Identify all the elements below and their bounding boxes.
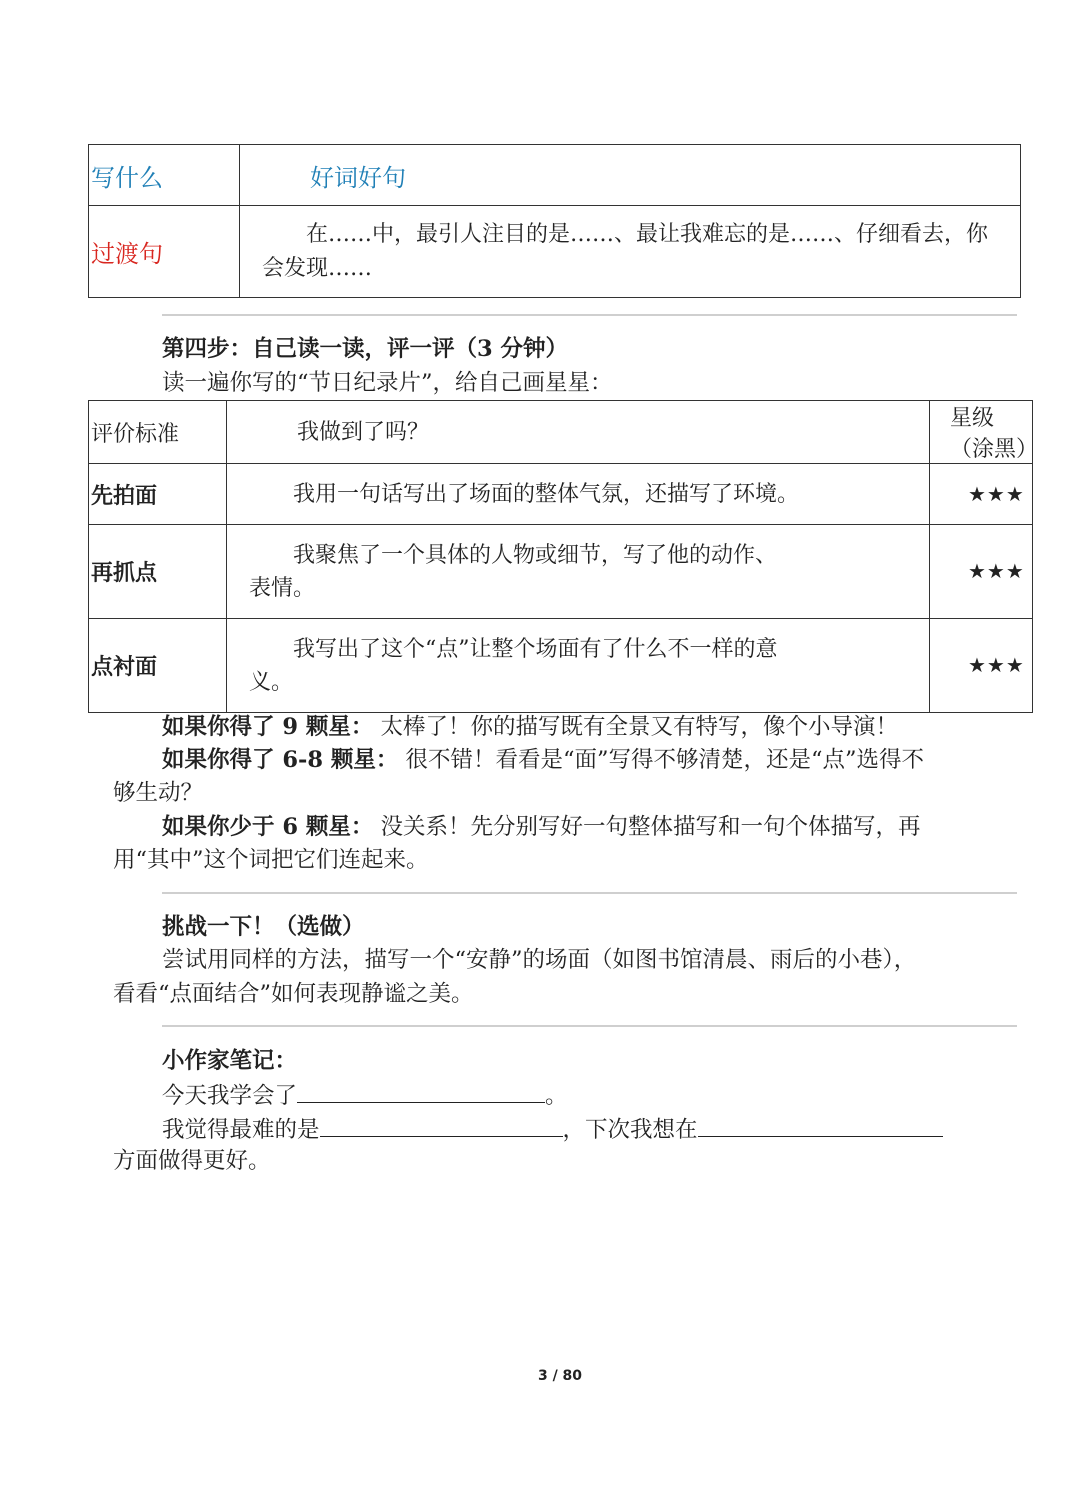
good-words-cell	[240, 145, 1021, 206]
description-line: 我聚焦了一个具体的人物或细节，写了他的动作、	[293, 542, 778, 568]
transition-content-cell	[240, 206, 1021, 298]
notes-line-3: 方面做得更好。	[113, 1148, 271, 1174]
result-6-8-text: 很不错！看看是“面”写得不够清楚，还是“点”选得不	[398, 747, 924, 773]
table-row	[89, 619, 1033, 713]
notes-title: 小作家笔记：	[162, 1048, 298, 1074]
result-6-8-stars	[162, 744, 924, 777]
header-stars: 星级（涂黑）	[930, 401, 1033, 464]
notes-period: 。	[545, 1083, 568, 1109]
transition-line-2: 会发现……	[262, 255, 373, 281]
description-line-2: 表情。	[249, 575, 316, 601]
description-line: 我用一句话写出了场面的整体气氛，还描写了环境。	[293, 481, 800, 507]
table-row	[89, 464, 1033, 525]
transition-label-cell	[89, 206, 240, 298]
header-criterion: 评价标准	[89, 401, 227, 464]
transition-label: 过渡句	[91, 240, 163, 268]
challenge-title: 挑战一下！（选做）	[162, 914, 365, 940]
result-under-6-stars	[162, 811, 920, 844]
description-cell	[227, 525, 930, 619]
step4-instruction: 读一遍你写的“节日纪录片”，给自己画星星：	[162, 370, 613, 396]
criterion-cell: 点衬面	[89, 619, 227, 713]
table-header-row	[89, 401, 1033, 464]
notes-learned-label: 今天我学会了	[162, 1083, 298, 1109]
top-table	[88, 144, 1021, 298]
challenge-line-1: 尝试用同样的方法，描写一个“安静”的场面（如图书馆清晨、雨后的小巷），	[162, 947, 917, 973]
criterion-cell: 先拍面	[89, 464, 227, 525]
result-under-6-text-2: 用“其中”这个词把它们连起来。	[113, 847, 429, 873]
description-cell	[227, 619, 930, 713]
good-words-text: 好词好句	[310, 163, 406, 192]
divider-2	[162, 892, 1017, 894]
star-icon-group[interactable]: ★★★	[968, 559, 1025, 583]
step4-title: 第四步：自己读一读，评一评（3 分钟）	[162, 336, 568, 362]
page-number: 3 / 80	[537, 1368, 583, 1384]
result-9-label: 如果你得了 9 颗星：	[162, 714, 374, 740]
notes-next-time-label: ，下次我想在	[562, 1117, 698, 1143]
header-did-i: 我做到了吗？	[227, 401, 930, 464]
star-icon-group[interactable]: ★★★	[968, 653, 1025, 677]
challenge-line-2: 看看“点面结合”如何表现静谧之美。	[113, 981, 474, 1007]
notes-line-2	[162, 1112, 943, 1147]
divider-1	[162, 314, 1017, 316]
hardest-blank-field[interactable]	[320, 1112, 563, 1137]
description-line-2: 义。	[249, 669, 294, 695]
star-icon-group[interactable]: ★★★	[968, 481, 1025, 506]
description-line: 我写出了这个“点”让整个场面有了什么不一样的意	[293, 636, 778, 662]
divider-3	[162, 1025, 1017, 1027]
criterion-cell: 再抓点	[89, 525, 227, 619]
evaluation-table	[88, 400, 1039, 713]
table-row	[89, 525, 1033, 619]
result-9-text: 太棒了！你的描写既有全景又有特写，像个小导演！	[373, 714, 898, 740]
transition-line-1: 在……中，最引人注目的是……、最让我难忘的是……、仔细看去，你	[306, 221, 989, 247]
result-6-8-label: 如果你得了 6-8 颗星：	[162, 747, 399, 773]
learned-blank-field[interactable]	[297, 1078, 545, 1103]
result-6-8-text-2: 够生动？	[113, 780, 204, 806]
result-under-6-label: 如果你少于 6 颗星：	[162, 814, 374, 840]
what-to-write-label-cell	[89, 145, 240, 206]
notes-line-1	[162, 1078, 568, 1113]
result-9-stars	[162, 711, 898, 744]
next-time-blank-field[interactable]	[698, 1112, 943, 1137]
notes-hardest-label: 我觉得最难的是	[162, 1117, 320, 1143]
description-cell	[227, 464, 930, 525]
star-rating-cell[interactable]	[930, 619, 1033, 713]
star-rating-cell[interactable]	[930, 464, 1033, 525]
star-rating-cell[interactable]	[930, 525, 1033, 619]
what-to-write-label: 写什么	[91, 163, 163, 192]
result-under-6-text: 没关系！先分别写好一句整体描写和一句个体描写，再	[373, 814, 921, 840]
